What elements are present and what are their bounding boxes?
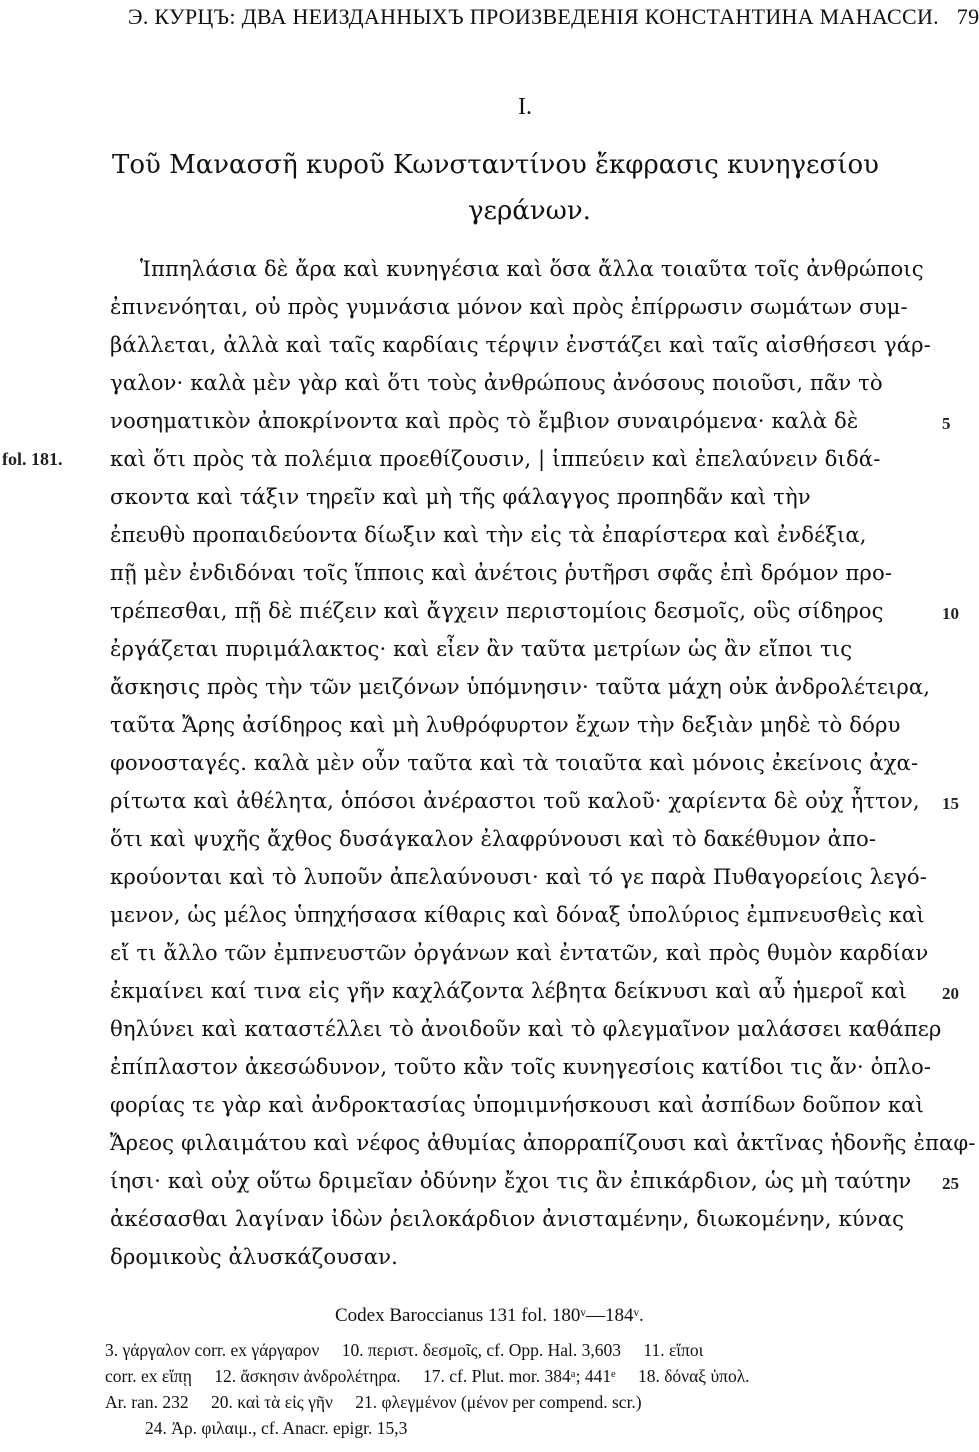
running-head bbox=[128, 4, 979, 30]
body-line: Ἄρεος φιλαιμάτου καὶ νέφος ἀθυμίας ἀπορραπίζουσι καὶ ἀκτῖνας ἡδονῆς ἐπαφ- bbox=[110, 1130, 976, 1155]
line-number: 5 bbox=[942, 414, 951, 433]
apparatus-line bbox=[105, 1340, 721, 1361]
body-line: ἐπινενόηται, οὐ πρὸς γυμνάσια μόνον καὶ πρὸς ἐπίρρωσιν σωμάτων συμ- bbox=[110, 294, 908, 319]
body-line: φονοσταγές. καλὰ μὲν οὖν ταῦτα καὶ τὰ τοιαῦτα καὶ μόνοις ἐκείνοις ἀχα- bbox=[110, 750, 919, 775]
body-line: κρούονται καὶ τὸ λυποῦν ἀπελαύνουσι· καὶ τό γε παρὰ Πυθαγορείοις λεγό- bbox=[110, 864, 928, 889]
body-line: ταῦτα Ἄρης ἀσίδηρος καὶ μὴ λυθρόφυρτον ἔχων τὴν δεξιὰν μηδὲ τὸ δόρυ bbox=[110, 712, 901, 737]
apparatus-entry: 18. δόναξ ὑπολ. bbox=[637, 1366, 750, 1386]
body-line: γαλον· καλὰ μὲν γὰρ καὶ ὅτι τοὺς ἀνθρώπους ἀνόσους ποιοῦσι, πᾶν τὸ bbox=[110, 370, 883, 395]
title-line-2: γεράνων. bbox=[468, 196, 591, 226]
body-line: πῇ μὲν ἐνδιδόναι τοῖς ἵπποις καὶ ἀνέτοις ῥυτῆρσι σφᾶς ἐπὶ δρόμον προ- bbox=[110, 560, 893, 585]
body-line: ἐπίπλαστον ἀκεσώδυνον, τοῦτο κἂν τοῖς κυνηγεσίοις κατίδοι τις ἄν· ὁπλο- bbox=[110, 1054, 932, 1079]
body-line: ίησι· καὶ οὐχ οὕτω δριμεῖαν ὀδύνην ἔχοι τις ἂν ἐπικάρδιον, ὡς μὴ ταύτην bbox=[110, 1168, 912, 1193]
body-line: ἄσκησις πρὸς τὴν τῶν μειζόνων ὑπόμνησιν· ταῦτα μάχη οὐκ ἀνδρολέτειρα, bbox=[110, 674, 931, 699]
body-line: ἐκμαίνει καί τινα εἰς γῆν καχλάζοντα λέβητα δείκνυσι καὶ αὖ ἡμεροῖ καὶ bbox=[110, 978, 908, 1003]
body-line: δρομικοὺς ἀλυσκάζουσαν. bbox=[110, 1244, 398, 1269]
line-number: 15 bbox=[942, 794, 959, 813]
title-line-1: Τοῦ Μανασσῆ κυροῦ Κωνσταντίνου ἔκφρασις κυνηγεσίου bbox=[112, 150, 879, 180]
body-line: φορίας τε γὰρ καὶ ἀνδροκτασίας ὑπομιμνήσκουσι καὶ ἀσπίδων δοῦπον καὶ bbox=[110, 1092, 924, 1117]
body-line: Ἱππηλάσια δὲ ἄρα καὶ κυνηγέσια καὶ ὅσα ἄλλα τοιαῦτα τοῖς ἀνθρώποις bbox=[140, 256, 924, 281]
apparatus-entry: 17. cf. Plut. mor. 384ᵃ; 441ᵉ bbox=[423, 1366, 616, 1386]
body-line: νοσηματικὸν ἀποκρίνοντα καὶ πρὸς τὸ ἔμβιον συναιρόμενα· καλὰ δὲ bbox=[110, 408, 859, 433]
running-head-title: Э. КУРЦЪ: ДВА НЕИЗДАННЫХЪ ПРОИЗВЕДЕНІЯ КОНСТАНТИНА МАНАССИ. bbox=[128, 4, 939, 29]
line-number: 20 bbox=[942, 984, 959, 1003]
body-line: ἐπευθὺ προπαιδεύοντα δίωξιν καὶ τὴν εἰς τὰ ἐπαρίστερα καὶ ἐνδέξια, bbox=[110, 522, 867, 547]
apparatus-entry: 20. καὶ τὰ εἰς γῆν bbox=[210, 1392, 333, 1412]
apparatus-entry: 12. ἄσκησιν ἀνδρολέτηρα. bbox=[214, 1366, 401, 1386]
body-line: ὅτι καὶ ψυχῆς ἄχθος δυσάγκαλον ἐλαφρύνουσι καὶ τὸ δακέθυμον ἀπο- bbox=[110, 826, 877, 851]
folio-marker: fol. 181. bbox=[2, 449, 63, 469]
apparatus-entry: 3. γάργαλον corr. ex γάργαρον bbox=[105, 1340, 320, 1360]
body-line: ἐργάζεται πυριμάλακτος· καὶ εἶεν ἂν ταῦτα μετρίων ὡς ἂν εἴποι τις bbox=[110, 636, 853, 661]
body-line: μενον, ὡς μέλος ὑπηχήσασα κίθαρις καὶ δόναξ ὑπολύριος ἐμπνευσθεὶς καὶ bbox=[110, 902, 925, 927]
apparatus-line bbox=[105, 1366, 768, 1387]
body-line: θηλύνει καὶ καταστέλλει τὸ ἀνοιδοῦν καὶ τὸ φλεγμαῖνον μαλάσσει καθάπερ bbox=[110, 1016, 942, 1041]
body-line: εἴ τι ἄλλο τῶν ἐμπνευστῶν ὀργάνων καὶ ἐντατῶν, καὶ πρὸς θυμὸν καρδίαν bbox=[110, 940, 929, 965]
line-number: 25 bbox=[942, 1174, 959, 1193]
body-line: ἀκέσασθαι λαγίναν ἰδὼν ῥειλοκάρδιον ἀνισταμένην, διωκομένην, κύνας bbox=[110, 1206, 905, 1231]
apparatus-entry: 11. εἴποι bbox=[643, 1340, 704, 1360]
section-number: I. bbox=[518, 94, 532, 120]
apparatus-entry: corr. ex εἴπῃ bbox=[105, 1366, 192, 1386]
body-line: βάλλεται, ἀλλὰ καὶ ταῖς καρδίαις τέρψιν ἐνστάζει καὶ ταῖς αἰσθήσεσι γάρ- bbox=[110, 332, 931, 357]
codex-note: Codex Baroccianus 131 fol. 180ᵛ—184ᵛ. bbox=[335, 1305, 644, 1326]
body-line: σκοντα καὶ τάξιν τηρεῖν καὶ μὴ τῆς φάλαγγος προπηδᾶν καὶ τὴν bbox=[110, 484, 811, 509]
body-line: ρίτωτα καὶ ἀθέλητα, ὁπόσοι ἀνέραστοι τοῦ καλοῦ· χαρίεντα δὲ οὐχ ἧττον, bbox=[110, 788, 920, 813]
apparatus-entry: Ar. ran. 232 bbox=[105, 1392, 189, 1412]
body-line: τρέπεσθαι, πῇ δὲ πιέζειν καὶ ἄγχειν περιστομίοις δεσμοῖς, οὓς σίδηρος bbox=[110, 598, 884, 623]
apparatus-line bbox=[145, 1418, 425, 1439]
body-line: καὶ ὅτι πρὸς τὰ πολέμια προεθίζουσιν, | ἱππεύειν καὶ ἐπελαύνειν διδά- bbox=[110, 446, 881, 471]
apparatus-entry: 21. φλεγμένον (μένον per compend. scr.) bbox=[355, 1392, 642, 1412]
apparatus-entry: 24. Ἀρ. φιλαιμ., cf. Anacr. epigr. 15,3 bbox=[145, 1418, 408, 1438]
apparatus-entry: 10. περιστ. δεσμοῖς, cf. Opp. Hal. 3,603 bbox=[341, 1340, 621, 1360]
page-number: 79 bbox=[956, 4, 979, 29]
line-number: 10 bbox=[942, 604, 959, 623]
apparatus-line bbox=[105, 1392, 660, 1413]
